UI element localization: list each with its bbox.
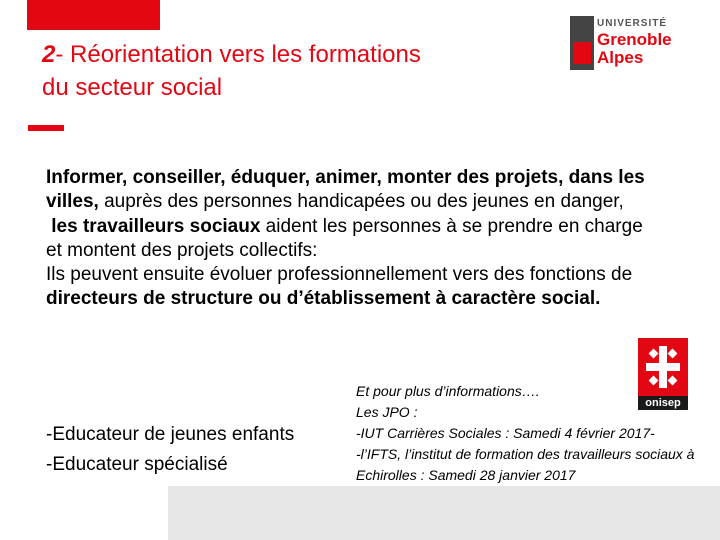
body-p1-bold: Informer, conseiller, éduquer, animer, monter des projets, dans les villes, (46, 167, 645, 213)
logo-universite-text: UNIVERSITÉ (597, 18, 668, 29)
body-text (46, 166, 656, 312)
top-red-bar (27, 0, 160, 30)
title-number: 2 (42, 41, 56, 68)
body-p2-bold: les travailleurs sociaux (51, 215, 261, 237)
onisep-icon (638, 338, 688, 396)
title-underline (28, 125, 64, 131)
role-item: -Educateur de jeunes enfants (46, 424, 295, 445)
footer-grey-band (168, 486, 720, 540)
info-line3: -IUT Carrières Sociales : Samedi 4 février 2017- (356, 425, 655, 441)
universite-grenoble-alpes-logo (570, 16, 705, 70)
body-p2-rest: aident les personnes à se prendre en charge et montent des projets collectifs: (46, 215, 643, 261)
logo-grenoble-text: Grenoble (597, 30, 672, 49)
body-p1-rest: auprès des personnes handicapées ou des jeunes en danger, (98, 191, 624, 213)
body-p3-text: Ils peuvent ensuite évoluer professionnellement vers des fonctions de (46, 264, 633, 286)
footer-bar (0, 486, 720, 540)
title-line2: du secteur social (42, 74, 223, 101)
onisep-logo (638, 338, 688, 410)
title-line1: - Réorientation vers les formations (55, 41, 421, 68)
uga-logo-mark (570, 16, 594, 70)
slide-title (42, 38, 421, 104)
info-line1: Et pour plus d’informations…. (356, 383, 540, 399)
onisep-label: onisep (638, 396, 688, 410)
logo-alpes-text: Alpes (597, 48, 644, 67)
info-line4: -l’IFTS, l’institut de formation des travailleurs sociaux à Echirolles : Samedi 28 janvier 2017 (356, 446, 695, 483)
role-item: -Educateur spécialisé (46, 454, 228, 475)
body-p3-bold: directeurs de structure ou d’établissement à caractère social. (46, 288, 601, 310)
info-line2: Les JPO : (356, 404, 418, 420)
